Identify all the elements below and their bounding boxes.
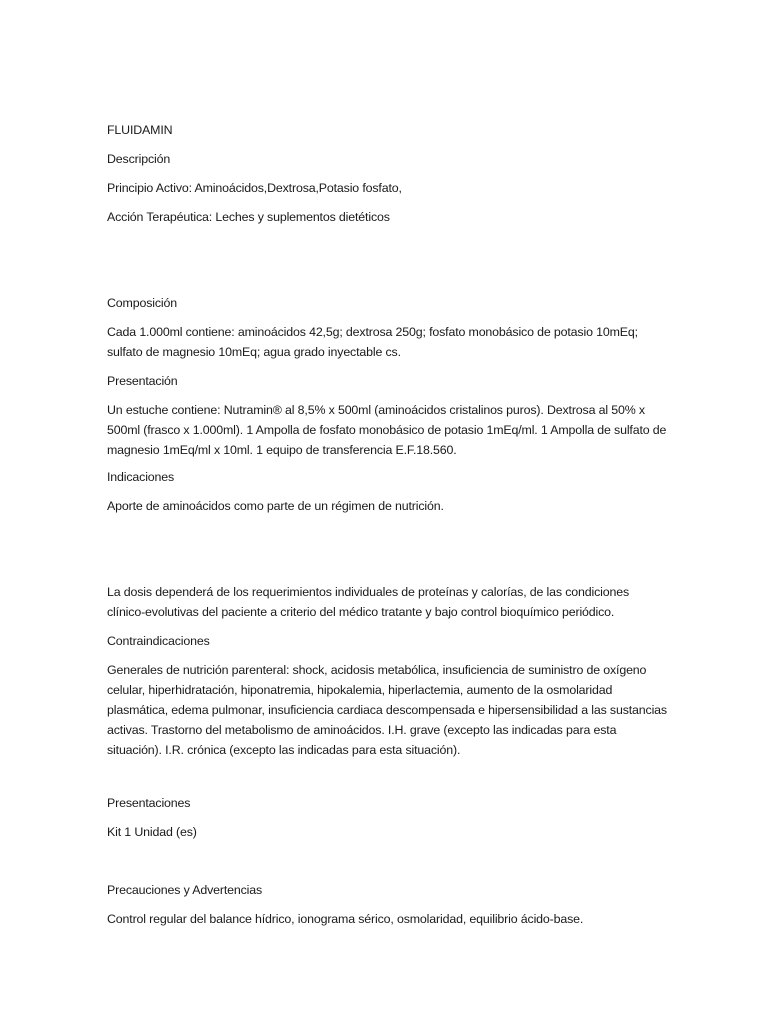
presentaciones-text: Kit 1 Unidad (es) (107, 825, 197, 839)
presentacion-heading: Presentación (107, 374, 178, 388)
contraindicaciones-heading: Contraindicaciones (107, 634, 210, 648)
document-title: FLUIDAMIN (107, 123, 173, 137)
presentacion-text: Un estuche contiene: Nutramin® al 8,5% x 500ml (aminoácidos cristalinos puros). Dextrosa al 50% x 500ml (frasco x 1.000ml). 1 Ampolla de fosfato monobásico de potasio 1mEq/ml. 1 Ampolla de sulfato de magnesio 1mEq/ml x 10ml. 1 equipo de transferencia E.F.18.560. (107, 403, 667, 457)
precauciones-heading: Precauciones y Advertencias (107, 883, 263, 897)
indicaciones-text: Aporte de aminoácidos como parte de un régimen de nutrición. (107, 499, 444, 513)
precauciones-text: Control regular del balance hídrico, ionograma sérico, osmolaridad, equilibrio ácido-base. (107, 912, 584, 926)
principio-activo-text: Principio Activo: Aminoácidos,Dextrosa,Potasio fosfato, (107, 181, 402, 195)
presentaciones-heading: Presentaciones (107, 796, 191, 810)
accion-terapeutica-text: Acción Terapéutica: Leches y suplementos dietéticos (107, 210, 390, 224)
descripcion-heading: Descripción (107, 152, 171, 166)
contraindicaciones-text: Generales de nutrición parenteral: shock, acidosis metabólica, insuficiencia de suministro de oxígeno celular, hiperhidratación, hiponatremia, hipokalemia, hiperlactemia, aumento de la osmolaridad plasmática, edema pulmonar, insuficiencia cardiaca descompensada e hipersensibilidad a las sustancias activas. Trastorno del metabolismo de aminoácidos. I.H. grave (excepto las indicadas para esta situación). I.R. crónica (excepto las indicadas para esta situación). (107, 663, 667, 757)
indicaciones-heading: Indicaciones (107, 470, 175, 484)
composicion-text: Cada 1.000ml contiene: aminoácidos 42,5g; dextrosa 250g; fosfato monobásico de potasio 10mEq; sulfato de magnesio 10mEq; agua grado inyectable cs. (107, 325, 638, 359)
dosis-text: La dosis dependerá de los requerimientos individuales de proteínas y calorías, de las condiciones clínico-evolutivas del paciente a criterio del médico tratante y bajo control bioquímico periódico. (107, 585, 630, 619)
composicion-heading: Composición (107, 296, 177, 310)
